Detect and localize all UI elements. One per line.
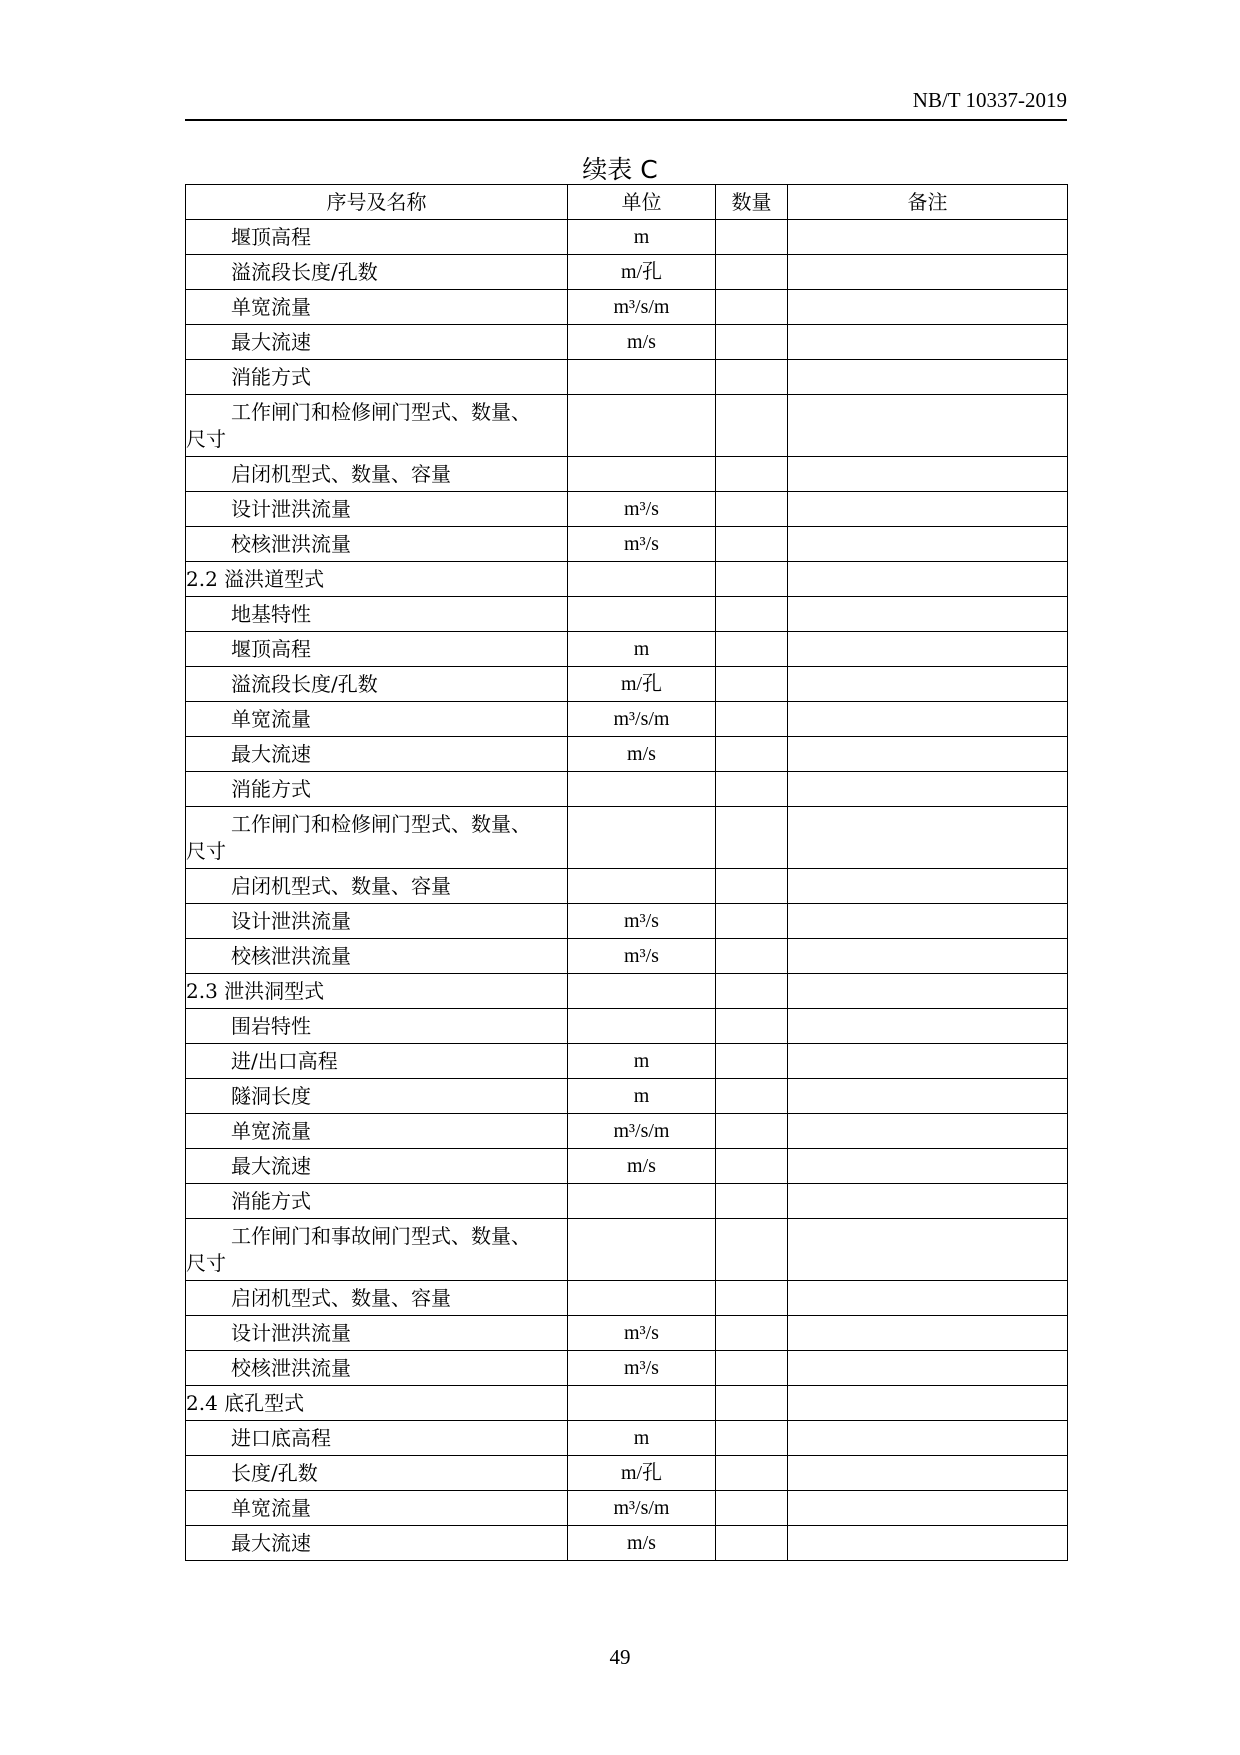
quantity-cell (716, 1491, 788, 1526)
quantity-cell (716, 255, 788, 290)
item-name-cell (186, 1491, 568, 1526)
remarks-cell (788, 1281, 1068, 1316)
item-name: 进/出口高程 (231, 1048, 338, 1073)
item-name: 溢流段长度/孔数 (231, 259, 378, 284)
item-name: 堰顶高程 (231, 224, 311, 249)
table-row (186, 807, 1068, 869)
remarks-cell (788, 737, 1068, 772)
unit-cell: m³/s (568, 904, 716, 939)
table-row (186, 1009, 1068, 1044)
table-row (186, 1316, 1068, 1351)
item-name: 单宽流量 (231, 1118, 311, 1143)
unit-cell: m (568, 1044, 716, 1079)
quantity-cell (716, 492, 788, 527)
remarks-cell (788, 632, 1068, 667)
item-name-cell (186, 1219, 568, 1281)
item-name: 工作闸门和检修闸门型式、数量、 (231, 811, 531, 836)
remarks-cell (788, 255, 1068, 290)
item-name: 2.2 溢洪道型式 (186, 566, 325, 591)
unit-cell: m/s (568, 1526, 716, 1561)
item-name-cell (186, 737, 568, 772)
quantity-cell (716, 1009, 788, 1044)
quantity-cell (716, 1079, 788, 1114)
table-title: 续表 C (582, 155, 658, 184)
remarks-cell (788, 1184, 1068, 1219)
unit-cell: m (568, 220, 716, 255)
table-row (186, 255, 1068, 290)
item-name: 工作闸门和检修闸门型式、数量、 (231, 399, 531, 424)
unit-cell (568, 360, 716, 395)
remarks-cell (788, 974, 1068, 1009)
quantity-cell (716, 702, 788, 737)
quantity-cell (716, 807, 788, 869)
table-row (186, 702, 1068, 737)
item-name-continuation: 尺寸 (186, 426, 226, 451)
item-name: 溢流段长度/孔数 (231, 671, 378, 696)
table-row (186, 939, 1068, 974)
quantity-cell (716, 974, 788, 1009)
item-name-cell (186, 1149, 568, 1184)
unit-cell (568, 1184, 716, 1219)
item-name-cell (186, 597, 568, 632)
quantity-cell (716, 737, 788, 772)
unit-cell (568, 597, 716, 632)
remarks-cell (788, 597, 1068, 632)
item-name: 2.4 底孔型式 (186, 1390, 305, 1415)
remarks-cell (788, 1316, 1068, 1351)
table-row (186, 1526, 1068, 1561)
item-name-cell (186, 974, 568, 1009)
unit-cell: m/s (568, 737, 716, 772)
table-row (186, 1044, 1068, 1079)
item-name: 消能方式 (231, 364, 311, 389)
unit-cell (568, 807, 716, 869)
unit-cell: m/s (568, 1149, 716, 1184)
quantity-cell (716, 562, 788, 597)
remarks-cell (788, 220, 1068, 255)
column-header-unit: 单位 (568, 185, 716, 220)
quantity-cell (716, 395, 788, 457)
quantity-cell (716, 1316, 788, 1351)
table-row (186, 1351, 1068, 1386)
quantity-cell (716, 869, 788, 904)
item-name: 最大流速 (231, 329, 311, 354)
table-row (186, 974, 1068, 1009)
quantity-cell (716, 1351, 788, 1386)
unit-cell (568, 1386, 716, 1421)
item-name: 设计泄洪流量 (231, 908, 351, 933)
unit-cell: m/孔 (568, 255, 716, 290)
item-name-cell (186, 1184, 568, 1219)
quantity-cell (716, 457, 788, 492)
item-name-cell (186, 1079, 568, 1114)
item-name-continuation: 尺寸 (186, 838, 226, 863)
item-name-cell (186, 772, 568, 807)
unit-cell (568, 772, 716, 807)
table-row (186, 290, 1068, 325)
item-name: 校核泄洪流量 (231, 943, 351, 968)
table-row (186, 562, 1068, 597)
quantity-cell (716, 939, 788, 974)
table-row (186, 869, 1068, 904)
table-row (186, 597, 1068, 632)
table-row (186, 632, 1068, 667)
item-name: 堰顶高程 (231, 636, 311, 661)
unit-cell (568, 974, 716, 1009)
remarks-cell (788, 1079, 1068, 1114)
item-name-cell (186, 1009, 568, 1044)
item-name-cell (186, 360, 568, 395)
quantity-cell (716, 772, 788, 807)
item-name-cell (186, 904, 568, 939)
unit-cell: m³/s/m (568, 1491, 716, 1526)
item-name-cell (186, 807, 568, 869)
table-row (186, 457, 1068, 492)
table-row (186, 737, 1068, 772)
item-name-cell (186, 527, 568, 562)
quantity-cell (716, 1114, 788, 1149)
item-name-cell (186, 1386, 568, 1421)
remarks-cell (788, 1421, 1068, 1456)
unit-cell: m³/s/m (568, 1114, 716, 1149)
item-name-cell (186, 1281, 568, 1316)
item-name-cell (186, 1044, 568, 1079)
quantity-cell (716, 360, 788, 395)
remarks-cell (788, 869, 1068, 904)
quantity-cell (716, 527, 788, 562)
quantity-cell (716, 667, 788, 702)
table-row (186, 667, 1068, 702)
remarks-cell (788, 1526, 1068, 1561)
quantity-cell (716, 597, 788, 632)
remarks-cell (788, 527, 1068, 562)
item-name-cell (186, 869, 568, 904)
document-code: NB/T 10337-2019 (912, 88, 1067, 112)
item-name-cell (186, 1526, 568, 1561)
remarks-cell (788, 667, 1068, 702)
column-header-name: 序号及名称 (186, 185, 568, 220)
item-name: 最大流速 (231, 1153, 311, 1178)
remarks-cell (788, 807, 1068, 869)
unit-cell: m (568, 632, 716, 667)
remarks-cell (788, 1456, 1068, 1491)
item-name-cell (186, 939, 568, 974)
remarks-cell (788, 1386, 1068, 1421)
item-name-cell (186, 1114, 568, 1149)
item-name-cell (186, 395, 568, 457)
item-name-cell (186, 1316, 568, 1351)
remarks-cell (788, 939, 1068, 974)
item-name: 校核泄洪流量 (231, 1355, 351, 1380)
item-name-cell (186, 1456, 568, 1491)
quantity-cell (716, 1526, 788, 1561)
quantity-cell (716, 1386, 788, 1421)
unit-cell: m³/s/m (568, 290, 716, 325)
table-row (186, 360, 1068, 395)
item-name-cell (186, 1351, 568, 1386)
remarks-cell (788, 1491, 1068, 1526)
item-name: 消能方式 (231, 776, 311, 801)
item-name-continuation: 尺寸 (186, 1250, 226, 1275)
quantity-cell (716, 1044, 788, 1079)
item-name: 最大流速 (231, 741, 311, 766)
spec-table (185, 184, 1068, 1561)
quantity-cell (716, 1281, 788, 1316)
unit-cell: m³/s (568, 1351, 716, 1386)
unit-cell (568, 1219, 716, 1281)
item-name-cell (186, 457, 568, 492)
item-name: 单宽流量 (231, 706, 311, 731)
quantity-cell (716, 220, 788, 255)
item-name: 启闭机型式、数量、容量 (231, 873, 451, 898)
table-body (186, 220, 1068, 1561)
item-name: 启闭机型式、数量、容量 (231, 1285, 451, 1310)
quantity-cell (716, 1421, 788, 1456)
item-name-cell (186, 1421, 568, 1456)
unit-cell (568, 562, 716, 597)
table-row (186, 1386, 1068, 1421)
item-name: 单宽流量 (231, 1495, 311, 1520)
page-header (185, 88, 1067, 121)
item-name-cell (186, 632, 568, 667)
remarks-cell (788, 395, 1068, 457)
table-row (186, 325, 1068, 360)
unit-cell: m³/s (568, 492, 716, 527)
quantity-cell (716, 632, 788, 667)
item-name-cell (186, 255, 568, 290)
unit-cell: m³/s (568, 1316, 716, 1351)
table-row (186, 1281, 1068, 1316)
unit-cell: m (568, 1079, 716, 1114)
unit-cell (568, 457, 716, 492)
unit-cell: m/孔 (568, 1456, 716, 1491)
item-name: 地基特性 (231, 601, 311, 626)
column-header-quantity: 数量 (716, 185, 788, 220)
unit-cell: m/孔 (568, 667, 716, 702)
remarks-cell (788, 772, 1068, 807)
item-name-cell (186, 220, 568, 255)
unit-cell: m³/s (568, 527, 716, 562)
table-row (186, 1421, 1068, 1456)
table-row (186, 220, 1068, 255)
item-name-cell (186, 702, 568, 737)
item-name: 启闭机型式、数量、容量 (231, 461, 451, 486)
remarks-cell (788, 1149, 1068, 1184)
remarks-cell (788, 562, 1068, 597)
remarks-cell (788, 457, 1068, 492)
table-row (186, 772, 1068, 807)
quantity-cell (716, 290, 788, 325)
unit-cell: m/s (568, 325, 716, 360)
item-name: 设计泄洪流量 (231, 1320, 351, 1345)
unit-cell (568, 1009, 716, 1044)
item-name: 单宽流量 (231, 294, 311, 319)
table-row (186, 1456, 1068, 1491)
remarks-cell (788, 1114, 1068, 1149)
item-name: 2.3 泄洪洞型式 (186, 978, 325, 1003)
item-name-cell (186, 492, 568, 527)
quantity-cell (716, 325, 788, 360)
item-name-cell (186, 667, 568, 702)
remarks-cell (788, 1219, 1068, 1281)
table-row (186, 904, 1068, 939)
quantity-cell (716, 1184, 788, 1219)
remarks-cell (788, 1044, 1068, 1079)
table-row (186, 1184, 1068, 1219)
table-row (186, 1114, 1068, 1149)
table-row (186, 395, 1068, 457)
column-header-remarks: 备注 (788, 185, 1068, 220)
item-name: 消能方式 (231, 1188, 311, 1213)
item-name-cell (186, 562, 568, 597)
table-row (186, 527, 1068, 562)
unit-cell (568, 395, 716, 457)
quantity-cell (716, 1149, 788, 1184)
table-row (186, 1149, 1068, 1184)
item-name: 最大流速 (231, 1530, 311, 1555)
quantity-cell (716, 904, 788, 939)
remarks-cell (788, 360, 1068, 395)
item-name: 隧洞长度 (231, 1083, 311, 1108)
item-name: 进口底高程 (231, 1425, 331, 1450)
remarks-cell (788, 290, 1068, 325)
unit-cell: m³/s (568, 939, 716, 974)
table-header-row (186, 185, 1068, 220)
remarks-cell (788, 1351, 1068, 1386)
unit-cell (568, 869, 716, 904)
table-row (186, 492, 1068, 527)
item-name: 围岩特性 (231, 1013, 311, 1038)
table-row (186, 1219, 1068, 1281)
item-name-cell (186, 290, 568, 325)
page-number: 49 (609, 1645, 631, 1669)
item-name: 设计泄洪流量 (231, 496, 351, 521)
table-row (186, 1079, 1068, 1114)
remarks-cell (788, 325, 1068, 360)
item-name: 长度/孔数 (231, 1460, 318, 1485)
remarks-cell (788, 702, 1068, 737)
remarks-cell (788, 1009, 1068, 1044)
unit-cell: m³/s/m (568, 702, 716, 737)
unit-cell: m (568, 1421, 716, 1456)
quantity-cell (716, 1456, 788, 1491)
item-name: 工作闸门和事故闸门型式、数量、 (231, 1223, 531, 1248)
item-name: 校核泄洪流量 (231, 531, 351, 556)
table-row (186, 1491, 1068, 1526)
unit-cell (568, 1281, 716, 1316)
remarks-cell (788, 492, 1068, 527)
quantity-cell (716, 1219, 788, 1281)
remarks-cell (788, 904, 1068, 939)
item-name-cell (186, 325, 568, 360)
